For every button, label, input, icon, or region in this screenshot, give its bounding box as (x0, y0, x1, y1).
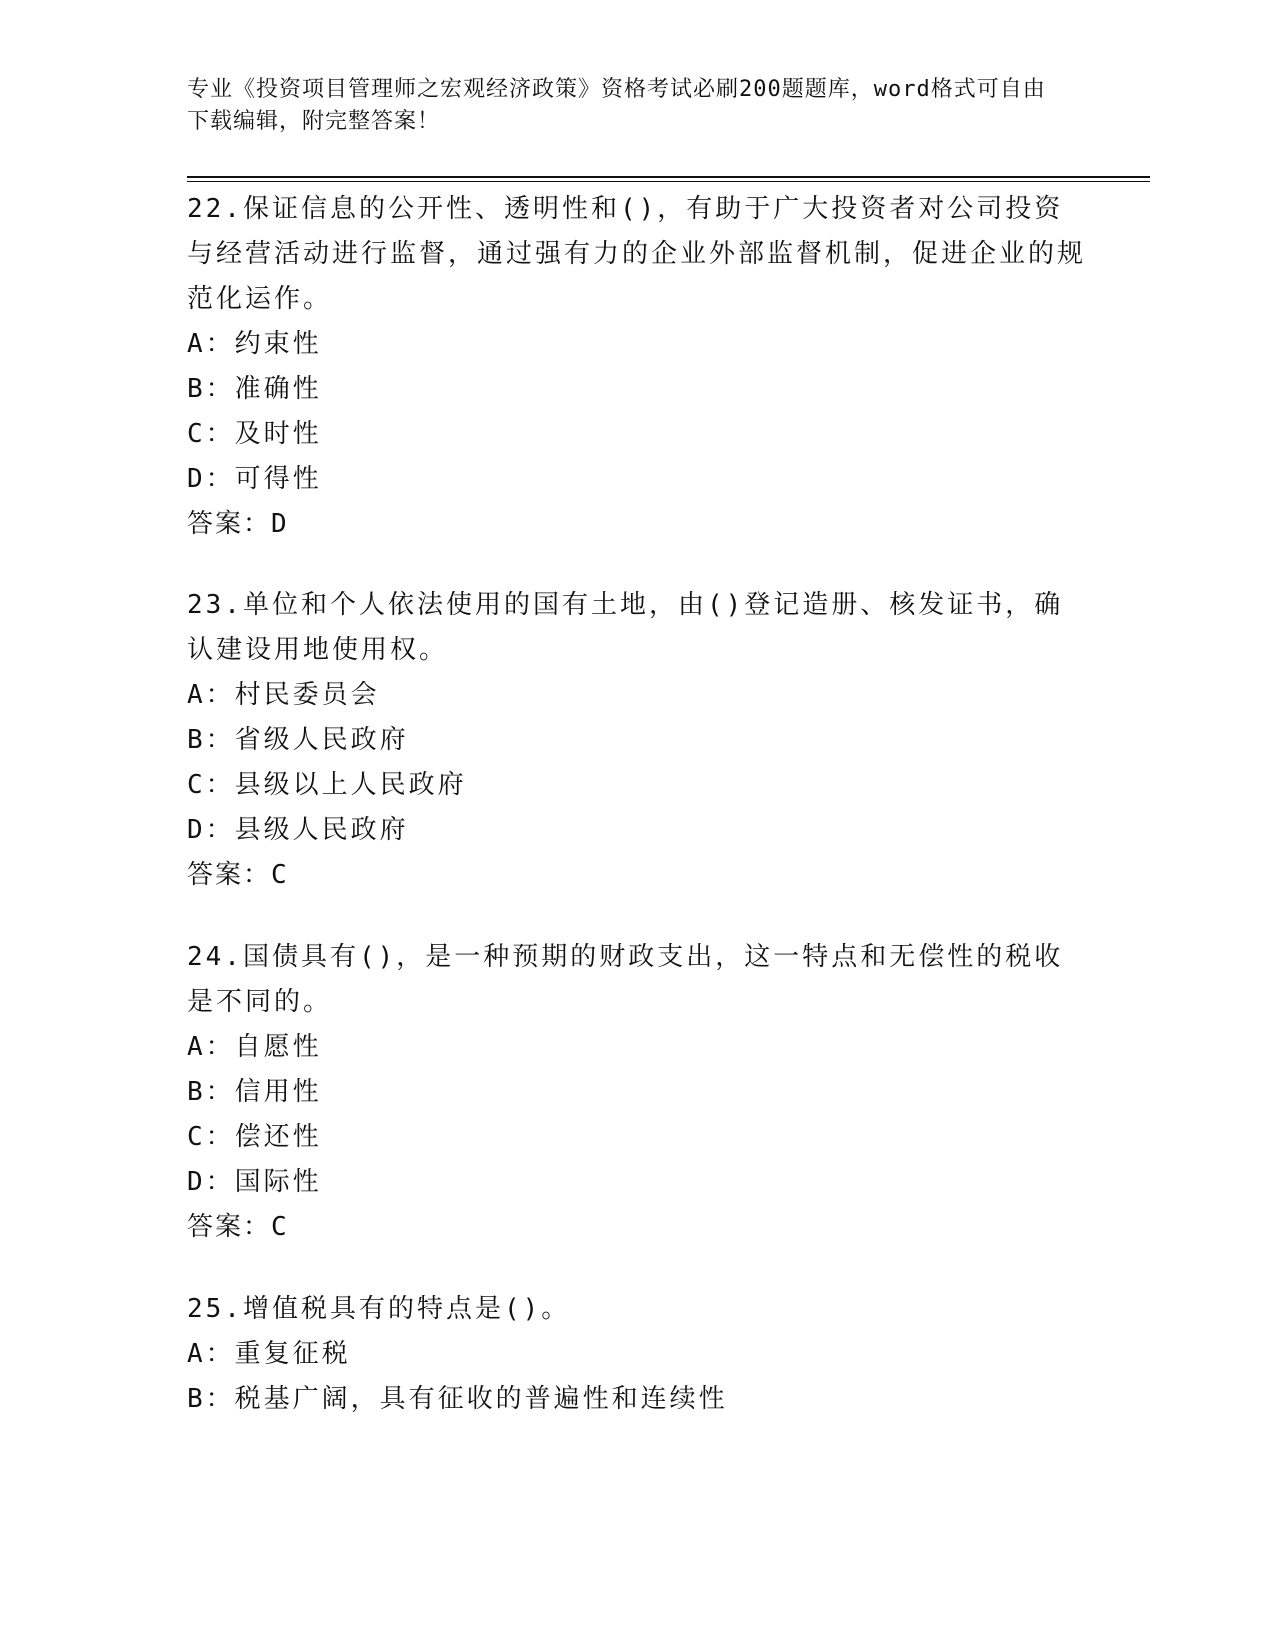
header-divider (187, 176, 1150, 182)
option-a: A：约束性 (187, 329, 322, 359)
option-b: B：省级人民政府 (187, 725, 409, 755)
question-23 (187, 583, 1087, 898)
option-d: D：国际性 (187, 1167, 322, 1197)
option-a: A：村民委员会 (187, 680, 380, 710)
question-stem: 25.增值税具有的特点是()。 (187, 1294, 571, 1324)
option-c: C：偿还性 (187, 1122, 322, 1152)
answer-value: D (271, 509, 289, 539)
answer-line (187, 853, 1087, 898)
option-d: D：县级人民政府 (187, 815, 409, 845)
answer-label: 答案： (187, 1212, 272, 1242)
question-stem: 23.单位和个人依法使用的国有土地，由()登记造册、核发证书，确认建设用地使用权。 (187, 590, 1064, 665)
answer-line (187, 502, 1087, 547)
answer-label: 答案： (187, 509, 272, 539)
answer-line (187, 1205, 1087, 1250)
header-title: 专业《投资项目管理师之宏观经济政策》资格考试必刷200题题库，word格式可自由下载编辑，附完整答案！ (187, 77, 1046, 134)
question-24 (187, 935, 1087, 1250)
option-a: A：重复征税 (187, 1339, 351, 1369)
option-c: C：县级以上人民政府 (187, 770, 467, 800)
option-c: C：及时性 (187, 419, 322, 449)
question-22 (187, 187, 1087, 547)
option-b: B：准确性 (187, 374, 322, 404)
answer-value: C (271, 1212, 289, 1242)
question-stem: 22.保证信息的公开性、透明性和()，有助于广大投资者对公司投资与经营活动进行监督，通过强有力的企业外部监督机制，促进企业的规范化运作。 (187, 194, 1087, 314)
question-stem: 24.国债具有()，是一种预期的财政支出，这一特点和无偿性的税收是不同的。 (187, 942, 1064, 1017)
answer-label: 答案： (187, 860, 272, 890)
option-d: D：可得性 (187, 464, 322, 494)
option-a: A：自愿性 (187, 1032, 322, 1062)
option-b: B：信用性 (187, 1077, 322, 1107)
answer-value: C (271, 860, 289, 890)
option-b: B：税基广阔，具有征收的普遍性和连续性 (187, 1384, 728, 1414)
document-header (187, 74, 1067, 138)
question-25 (187, 1287, 1087, 1422)
